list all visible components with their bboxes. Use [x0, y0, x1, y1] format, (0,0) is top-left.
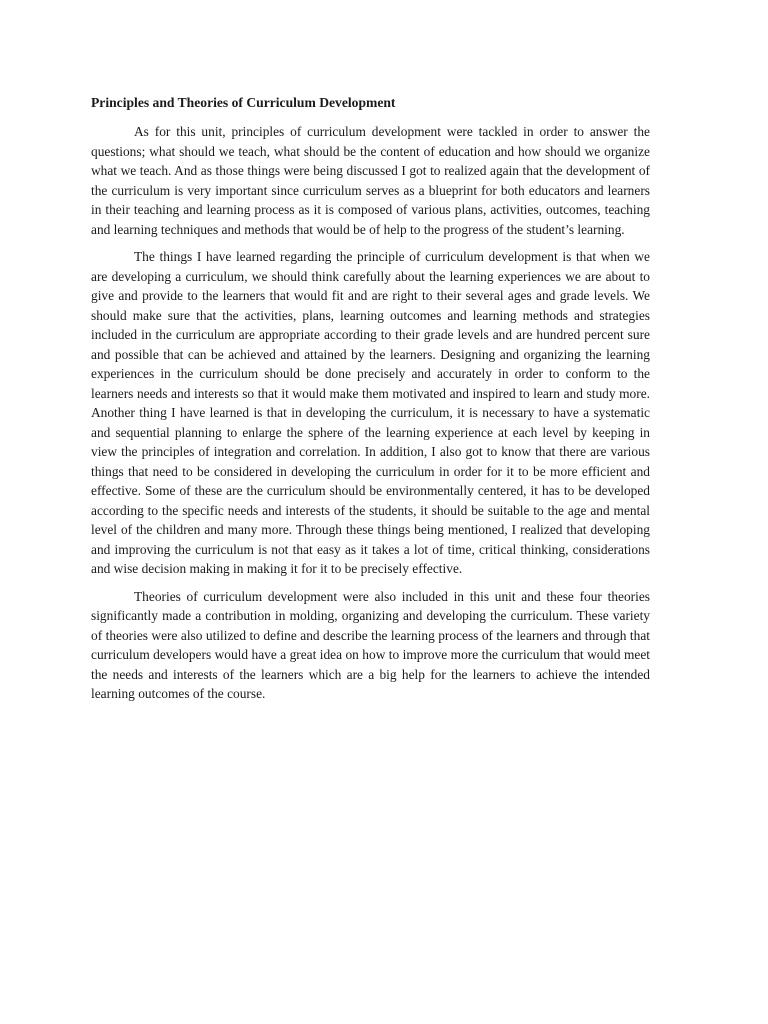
document-title: Principles and Theories of Curriculum Development	[91, 95, 396, 110]
paragraph-2: The things I have learned regarding the principle of curriculum development is that when we are developing a curriculum, we should think carefully about the learning experiences we are about to give and provide to the learners that would fit and are right to their several ages and grade levels. We should make sure that the activities, plans, learning outcomes and learning methods and strategies included in the curriculum are appropriate according to their grade levels and are hundred percent sure and possible that can be achieved and attained by the learners. Designing and organizing the learning experiences in the curriculum should be done precisely and accurately in order to conform to the learners needs and interests so that it would make them motivated and inspired to learn and study more. Another thing I have learned is that in developing the curriculum, it is necessary to have a systematic and sequential planning to enlarge the sphere of the learning experience at each level by keeping in view the principles of integration and correlation. In addition, I also got to know that there are various things that need to be considered in developing the curriculum in order for it to be more efficient and effective. Some of these are the curriculum should be environmentally centered, it has to be developed according to the specific needs and interests of the students, it should be suitable to the age and mental level of the children and many more. Through these things being mentioned, I realized that developing and improving the curriculum is not that easy as it takes a lot of time, critical thinking, considerations and wise decision making in making it for it to be precisely effective.	[91, 249, 650, 576]
document-body	[91, 93, 650, 712]
paragraph-1: As for this unit, principles of curriculum development were tackled in order to answer the questions; what should we teach, what should be the content of education and how should we organize what we teach. And as those things were being discussed I got to realized again that the development of the curriculum is very important since curriculum serves as a blueprint for both educators and learners in their teaching and learning process as it is composed of various plans, activities, outcomes, teaching and learning techniques and methods that would be of help to the progress of the student’s learning.	[91, 124, 650, 237]
paragraph-3: Theories of curriculum development were also included in this unit and these four theories significantly made a contribution in molding, organizing and developing the curriculum. These variety of theories were also utilized to define and describe the learning process of the learners and through that curriculum developers would have a great idea on how to improve more the curriculum that would meet the needs and interests of the learners which are a big help for the learners to achieve the intended learning outcomes of the course.	[91, 588, 650, 701]
